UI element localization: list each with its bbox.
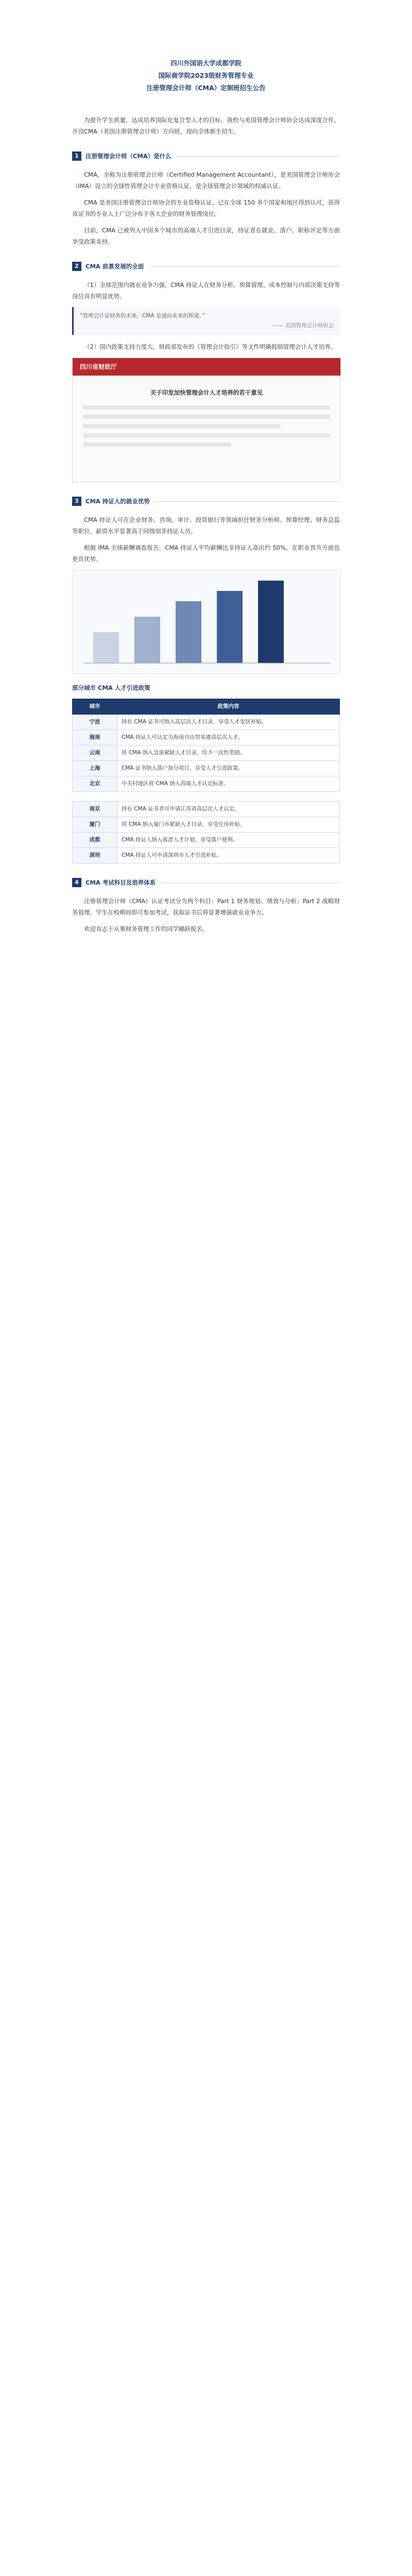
illustration xyxy=(72,570,341,674)
table-row xyxy=(73,848,340,863)
paragraph: CMA 持证人可在企业财务、咨询、审计、投资银行等领域担任财务分析师、预算经理、财务总监等职位，薪资水平显著高于同级别非持证人员。 xyxy=(72,516,340,535)
text-line-placeholder xyxy=(83,424,281,428)
section-number: 2 xyxy=(72,262,81,271)
section-title: 注册管理会计师（CMA）是什么 xyxy=(85,152,171,160)
news-screenshot xyxy=(72,358,341,482)
table-cell: 厦门 xyxy=(73,817,117,833)
text-line-placeholder xyxy=(83,443,231,447)
table-header: 城市 xyxy=(73,699,117,715)
paragraph: CMA，全称为注册管理会计师（Certified Management Accountant），是美国管理会计师协会（IMA）设立的全球性管理会计专业资格认证，是全球管理会计领域的权威认证。 xyxy=(72,171,340,190)
table-cell: 南京 xyxy=(73,802,117,817)
table-cell: 深圳 xyxy=(73,848,117,863)
section-heading xyxy=(72,496,340,507)
table-cell: 海南 xyxy=(73,730,117,745)
document xyxy=(72,0,340,935)
table-cell: CMA 持证人可申请深圳市人才引进补贴。 xyxy=(117,848,340,863)
table-cell: CMA 证书纳入落户加分项目，享受人才引进政策。 xyxy=(117,761,340,776)
section-number: 3 xyxy=(72,497,81,506)
table-row xyxy=(73,715,340,730)
announcement-title: 注册管理会计师（CMA）定制班招生公告 xyxy=(146,84,266,92)
quote-box xyxy=(72,307,340,335)
paragraph: （2）国内政策支持力度大，财政部发布的《管理会计指引》等文件明确鼓励管理会计人才培养。 xyxy=(84,343,337,350)
section-heading xyxy=(72,877,340,888)
divider xyxy=(177,156,340,157)
text-line-placeholder xyxy=(83,405,330,410)
table-cell: CMA 持证人可认定为海南自由贸易港高层次人才。 xyxy=(117,730,340,745)
paragraph: CMA 是美国注册管理会计师协会的专业资格认证，已在全球 150 多个国家和地区得到认可，获得该证书的专业人士广泛分布于各大企业的财务管理岗位。 xyxy=(72,199,340,217)
program-name: 国际商学院2023级财务管理专业 xyxy=(158,72,254,79)
title-block xyxy=(72,58,340,94)
paragraph: 目前，CMA 已被列入中国多个城市的高端人才引进目录，持证者在就业、落户、职称评定等方面享受政策支持。 xyxy=(72,227,340,245)
section-title: CMA 考试科目及培养体系 xyxy=(85,879,156,886)
table-cell: 上海 xyxy=(73,761,117,776)
paragraph: （1）全球范围内就业竞争力强，CMA 持证人在财务分析、预算管理、成本控制与内部决策支持等岗位具有明显优势。 xyxy=(72,281,340,300)
table-row xyxy=(73,833,340,848)
table-row xyxy=(73,776,340,792)
section-number: 1 xyxy=(72,151,81,161)
text-line-placeholder xyxy=(83,415,330,419)
policy-table-continued xyxy=(72,801,340,863)
divider xyxy=(155,501,340,502)
divider xyxy=(149,266,340,267)
table-cell: 持有 CMA 证书可纳入高层次人才目录，享受人才安居补贴。 xyxy=(117,715,340,730)
illustration-graphic xyxy=(73,570,340,673)
table-row xyxy=(73,802,340,817)
table-row xyxy=(73,745,340,761)
section-title: CMA 持证人的就业优势 xyxy=(85,498,150,505)
policy-table xyxy=(72,699,340,792)
text-line-placeholder xyxy=(83,433,330,437)
intro-paragraph: 为提升学生质量，达成培养国际化复合型人才的目标，我校与美国管理会计师协会达成深度合作，开设CMA（美国注册管理会计师）方向班，现向全体新生招生。 xyxy=(72,116,340,135)
quote-source: —— 美国管理会计师协会 xyxy=(272,323,334,329)
table-cell: 云南 xyxy=(73,745,117,761)
table-cell: 成都 xyxy=(73,833,117,848)
quote-text: “管理会计是财务的未来，CMA 是通向未来的桥梁。” xyxy=(80,313,205,319)
table-caption: 部分城市 CMA 人才引进政策 xyxy=(72,684,150,691)
table-cell: 宁波 xyxy=(73,715,117,730)
section-heading xyxy=(72,150,340,162)
table-header: 政策内容 xyxy=(117,699,340,715)
paragraph: 根据 IMA 全球薪酬调查报告，CMA 持证人平均薪酬比非持证人高出约 50%，在职业晋升方面也更具优势。 xyxy=(72,544,340,563)
school-name: 四川外国语大学成都学院 xyxy=(170,59,242,67)
section-number: 4 xyxy=(72,878,81,887)
news-headline: 关于印发加快管理会计人才培养的若干意见 xyxy=(150,389,263,396)
table-cell: 将 CMA 纳入急需紧缺人才目录，给予一次性奖励。 xyxy=(117,745,340,761)
table-cell: 北京 xyxy=(73,776,117,792)
news-banner: 四川省财政厅 xyxy=(73,358,340,376)
table-row xyxy=(73,817,340,833)
paragraph: 注册管理会计师（CMA）认证考试分为两个科目：Part 1 财务规划、绩效与分析；Part 2 战略财务管理。学生在校期间即可参加考试，获取证书后将显著增强就业竞争力。 xyxy=(72,897,340,916)
table-row xyxy=(73,761,340,776)
closing-paragraph: 欢迎有志于从事财务管理工作的同学踊跃报名。 xyxy=(84,925,209,933)
table-cell: 将 CMA 纳入厦门市紧缺人才目录，享受住房补贴。 xyxy=(117,817,340,833)
table-cell: CMA 持证人纳入蓉漂人才计划，享受落户便利。 xyxy=(117,833,340,848)
section-heading xyxy=(72,261,340,272)
section-title: CMA 前景发展的全面 xyxy=(85,263,144,270)
table-cell: 中关村地区将 CMA 纳入高端人才认定标准。 xyxy=(117,776,340,792)
table-row xyxy=(73,730,340,745)
table-cell: 持有 CMA 证书者可申请江苏省高层次人才认定。 xyxy=(117,802,340,817)
